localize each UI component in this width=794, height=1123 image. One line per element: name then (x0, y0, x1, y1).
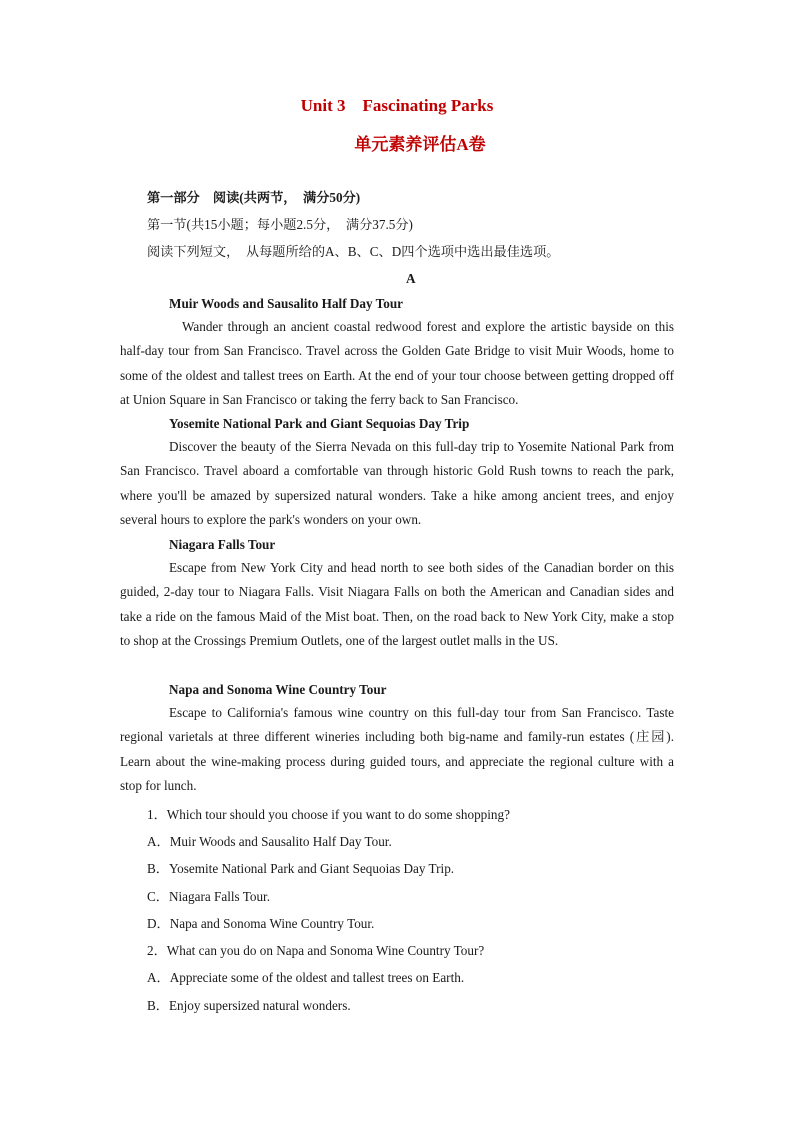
question-stem: 2．What can you do on Napa and Sonoma Wine Country Tour? (147, 943, 485, 958)
tour-heading: Niagara Falls Tour (169, 537, 276, 552)
question-stem: 1．Which tour should you choose if you want to do some shopping? (147, 807, 510, 822)
instruction-text: 阅读下列短文， 从每题所给的A、B、C、D四个选项中选出最佳选项。 (147, 244, 560, 259)
answer-option: B．Enjoy supersized natural wonders. (147, 998, 351, 1013)
answer-option: A．Muir Woods and Sausalito Half Day Tour. (147, 834, 392, 849)
tour-description: Escape from New York City and head north to see both sides of the Canadian border on this guided, 2-day tour to Niagara Falls. Visit Niagara Falls on both the American and Canadian sides and take a ride on the famous Maid of the Mist boat. Then, on the road back to New York City, make a stop to shop at the Crossings Premium Outlets, one of the largest outlet malls in the US. (120, 560, 674, 648)
tour-description: Discover the beauty of the Sierra Nevada on this full-day trip to Yosemite National Park from San Francisco. Travel aboard a comfortable van through historic Gold Rush towns to reach the park, where you'll be amazed by supersized natural wonders. Take a hike among ancient trees, and enjoy several hours to explore the park's wonders on your own. (120, 439, 674, 527)
sub-part-heading: 第一节(共15小题；每小题2.5分， 满分37.5分) (147, 217, 413, 232)
tour-description: Wander through an ancient coastal redwood forest and explore the artistic bayside on this half-day tour from San Francisco. Travel across the Golden Gate Bridge to visit Muir Woods, home to some of the oldest and tallest trees on Earth. At the end of your tour choose between getting dropped off at Union Square in San Francisco or taking the ferry back to San Francisco. (120, 319, 674, 407)
tour-heading: Muir Woods and Sausalito Half Day Tour (169, 296, 404, 311)
unit-title: Unit 3 Fascinating Parks (300, 96, 494, 115)
tour-heading: Napa and Sonoma Wine Country Tour (169, 682, 387, 697)
answer-option: D．Napa and Sonoma Wine Country Tour. (147, 916, 375, 931)
passage-letter: A (406, 271, 416, 286)
answer-option: C．Niagara Falls Tour. (147, 889, 270, 904)
part-heading: 第一部分 阅读(共两节， 满分50分) (147, 190, 361, 205)
tour-description: Escape to California's famous wine country on this full-day tour from San Francisco. Taste regional varietals at three different wineries including both big-name and family-run estates (庄园). Learn about the wine-making process during guided tours, and appreciate the regional culture with a stop for lunch. (120, 705, 674, 793)
tour-heading: Yosemite National Park and Giant Sequoias Day Trip (169, 416, 470, 431)
answer-option: A．Appreciate some of the oldest and tallest trees on Earth. (147, 970, 465, 985)
answer-option: B．Yosemite National Park and Giant Sequoias Day Trip. (147, 861, 455, 876)
assessment-subtitle: 单元素养评估A卷 (354, 135, 486, 154)
